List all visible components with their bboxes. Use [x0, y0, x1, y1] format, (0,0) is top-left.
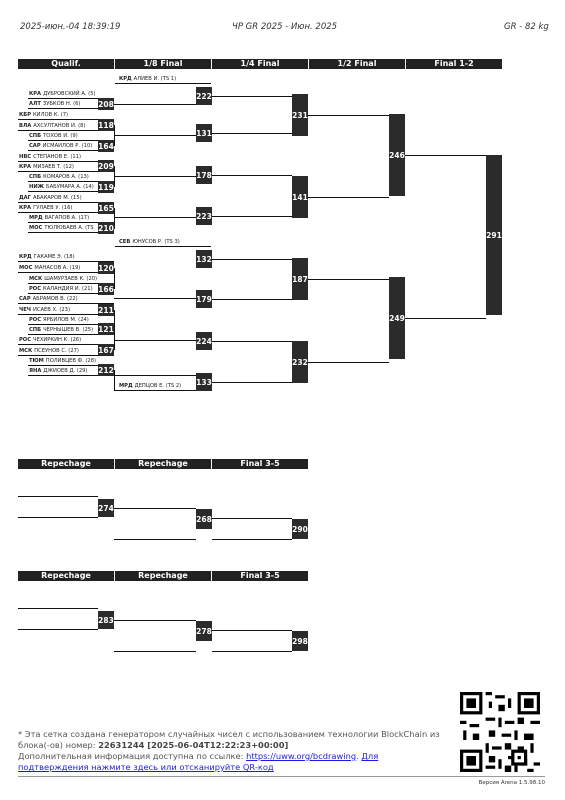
bracket-line — [308, 115, 389, 116]
athlete-region: ЧЕЧ — [19, 307, 31, 313]
bracket-line — [405, 318, 486, 319]
footer-line1: * Эта сетка создана генератором случайных чисел с использованием технологии BlockChain из блока(-ов) номер: — [18, 729, 440, 750]
bout-number: 165 — [98, 203, 114, 213]
bout-number: 141 — [292, 176, 308, 218]
athlete-name: МИЗАЕВ Т. (12) — [33, 164, 74, 170]
bracket-line — [212, 216, 292, 217]
repechage-bout-number: 278 — [196, 621, 212, 641]
bracket-line — [405, 155, 486, 156]
bracket-line — [308, 279, 389, 280]
athlete-region: КРА — [29, 91, 42, 97]
athlete-region: САР — [29, 143, 41, 149]
athlete-name: ДЕПЦОВ Е. (TS 2) — [134, 383, 182, 389]
bracket-line — [114, 298, 196, 299]
athlete-name: АХСУЛТАНОВ И. (8) — [33, 123, 86, 129]
bout-number: 167 — [98, 345, 114, 355]
athlete-name: ВАГАПОВ А. (17) — [44, 215, 90, 221]
athlete-entry — [29, 143, 92, 150]
footer-divider — [18, 776, 545, 777]
athlete-entry — [29, 133, 78, 140]
athlete-entry — [19, 337, 81, 344]
athlete-entry — [29, 225, 94, 232]
athlete-name: АБРАМОВ В. (22) — [32, 296, 78, 302]
footer-line2: Дополнительная информация доступна по ссылке: — [18, 751, 244, 761]
bracket-line — [114, 135, 196, 136]
athlete-region: СПБ — [29, 174, 42, 180]
bout-number: 249 — [389, 277, 405, 359]
athlete-region: РОС — [29, 286, 42, 292]
athlete-entry — [29, 368, 87, 375]
bracket-line — [308, 362, 389, 363]
athlete-region: КРД — [119, 76, 132, 82]
weight-category: GR - 82 kg — [504, 22, 549, 32]
athlete-region: МРД — [29, 215, 43, 221]
bracket-line — [212, 133, 292, 134]
timestamp: 2025-июн.-04 18:39:19 — [20, 22, 121, 32]
rep2-col-1: Repechage — [18, 571, 114, 581]
athlete-name: СТЕПАНОВ Е. (11) — [33, 154, 82, 160]
repechage-bout-number: 274 — [98, 499, 114, 517]
bout-number: 132 — [196, 250, 212, 268]
bout-number: 231 — [292, 94, 308, 136]
bout-number: 121 — [98, 324, 114, 334]
athlete-entry — [29, 327, 93, 334]
athlete-region: ВЛА — [19, 123, 32, 129]
repechage-line — [212, 630, 292, 631]
repechage-line — [18, 608, 98, 609]
version: Версия Arena 1.5.98.10 — [478, 780, 545, 786]
athlete-entry — [29, 91, 96, 98]
athlete-name: ГУЛАЕВ У. (16) — [33, 205, 73, 211]
bout-number: 210 — [98, 223, 114, 233]
final-3-5-bout-number: 290 — [292, 519, 308, 539]
athlete-name: ЯРБИЛОВ М. (24) — [43, 317, 89, 323]
rep1-col-1: Repechage — [18, 459, 114, 469]
bout-number: 212 — [98, 365, 114, 375]
athlete-entry — [29, 286, 93, 293]
athlete-entry — [29, 276, 97, 283]
athlete-entry — [29, 317, 89, 324]
athlete-entry — [19, 123, 86, 130]
bracket-line — [114, 375, 196, 376]
athlete-entry — [19, 348, 79, 355]
athlete-name: ТЮЛЮБАЕВ А. (TS — [44, 225, 94, 231]
athlete-name: КАЛАНДИЯ И. (21) — [43, 286, 93, 292]
bout-number: 131 — [196, 124, 212, 142]
bracket-line — [212, 341, 292, 342]
athlete-region: МСК — [29, 276, 43, 282]
athlete-entry — [19, 154, 81, 161]
col-1-2-final: 1/2 Final — [309, 59, 405, 69]
athlete-entry — [119, 76, 176, 83]
athlete-entry — [119, 383, 181, 390]
bout-number: 209 — [98, 161, 114, 171]
athlete-name: КИЛОВ К. (7) — [33, 112, 69, 118]
athlete-name: ТОХОВ И. (9) — [43, 133, 78, 139]
repechage-line — [18, 496, 98, 497]
repechage-line — [18, 629, 98, 630]
bout-number: 232 — [292, 341, 308, 383]
athlete-region: РОС — [29, 317, 42, 323]
bracket-line — [114, 104, 196, 105]
rep2-col-2: Repechage — [115, 571, 211, 581]
repechage-line — [212, 518, 292, 519]
athlete-region: МОС — [29, 225, 43, 231]
bracket-line — [115, 246, 211, 247]
athlete-name: ЮНУСОВ Р. (TS 3) — [132, 239, 180, 245]
athlete-region: СПБ — [29, 327, 42, 333]
athlete-name: ШАМУРЗАЕВ К. (20) — [44, 276, 98, 282]
bracket-line — [212, 175, 292, 176]
athlete-name: ЗУБКОВ Н. (6) — [42, 101, 81, 107]
bout-number: 224 — [196, 332, 212, 350]
athlete-region: КРА — [19, 205, 32, 211]
athlete-name: ДЖИОЕВ Д. (29) — [43, 368, 88, 374]
athlete-entry — [29, 101, 80, 108]
bout-number: 223 — [196, 207, 212, 225]
athlete-entry — [119, 239, 180, 246]
repechage-line — [212, 539, 292, 540]
athlete-name: ПОЛИВЦЕВ Ф. (28) — [45, 358, 97, 364]
bout-number: 208 — [98, 99, 114, 109]
rep1-col-2: Repechage — [115, 459, 211, 469]
bout-number: 178 — [196, 166, 212, 184]
bracket-line — [212, 259, 292, 260]
bracket-line — [212, 299, 292, 300]
bracket-line — [212, 382, 292, 383]
athlete-entry — [19, 205, 72, 212]
bout-number: 291 — [486, 155, 502, 315]
repechage-bout-number: 283 — [98, 611, 114, 629]
repechage-line — [18, 517, 98, 518]
athlete-name: АБАКАРОВ М. (15) — [32, 195, 82, 201]
athlete-entry — [29, 184, 94, 191]
bracket-line — [114, 217, 196, 218]
athlete-name: КОМАРОВ А. (13) — [43, 174, 89, 180]
repechage-line — [212, 651, 292, 652]
athlete-region: МОС — [19, 265, 33, 271]
athlete-entry — [19, 296, 78, 303]
athlete-region: АЛТ — [29, 101, 41, 107]
athlete-entry — [29, 358, 96, 365]
bracket-line — [114, 310, 115, 331]
athlete-region: МСК — [19, 348, 33, 354]
athlete-region: НИЖ — [29, 184, 45, 190]
bracket-line — [308, 197, 389, 198]
col-qualif: Qualif. — [18, 59, 114, 69]
bracket-line — [114, 208, 115, 229]
athlete-entry — [19, 195, 82, 202]
athlete-region: СПБ — [29, 133, 42, 139]
repechage-line — [114, 539, 196, 540]
athlete-entry — [19, 112, 68, 119]
athlete-name: ЧЕХИРКИН К. (26) — [33, 337, 82, 343]
athlete-name: ПСЕУНОВ С. (27) — [34, 348, 79, 354]
athlete-region: НВС — [19, 154, 32, 160]
repechage-bout-number: 268 — [196, 509, 212, 529]
bracket-line — [212, 96, 292, 97]
athlete-region: САР — [19, 296, 31, 302]
rep2-col-3: Final 3-5 — [212, 571, 308, 581]
repechage-line — [114, 620, 196, 621]
footer-note: * Эта сетка создана генератором случайных чисел с использованием технологии BlockChain из блока(-ов) номер: 22631244 [2025-06-04T12:22:23+00:00] Дополнительная информация доступна по ссылке: https://uww.org/bcdrawing. Для подтверждения нажмите здесь или отсканируйте QR-код — [18, 729, 440, 772]
athlete-region: СЕВ — [119, 239, 131, 245]
athlete-entry — [19, 164, 74, 171]
athlete-entry — [19, 254, 75, 261]
athlete-name: МАНАСОВ А. (19) — [34, 265, 81, 271]
athlete-entry — [19, 307, 70, 314]
bracket-line — [114, 370, 115, 391]
event-title: ЧР GR 2025 - Июн. 2025 — [232, 22, 338, 32]
bout-number: 120 — [98, 263, 114, 273]
bracket-line — [115, 83, 211, 84]
bracket-line — [114, 176, 196, 177]
bracket-line — [114, 268, 115, 289]
bout-number: 133 — [196, 373, 212, 391]
bout-number: 164 — [98, 141, 114, 151]
athlete-region: КРА — [19, 164, 32, 170]
final-3-5-bout-number: 298 — [292, 631, 308, 651]
athlete-entry — [29, 174, 89, 181]
bout-number: 118 — [98, 120, 114, 130]
bout-number: 179 — [196, 290, 212, 308]
athlete-region: ТЮМ — [29, 358, 44, 364]
repechage-line — [114, 508, 196, 509]
athlete-region: ДАГ — [19, 195, 31, 201]
repechage-line — [114, 651, 196, 652]
bout-number: 166 — [98, 284, 114, 294]
bracket-line — [114, 340, 196, 341]
athlete-region: РОС — [19, 337, 32, 343]
bout-number: 222 — [196, 87, 212, 105]
athlete-name: ИСМАИЛОВ Р. (10) — [42, 143, 93, 149]
bout-number: 187 — [292, 258, 308, 300]
athlete-region: ЯНА — [29, 368, 42, 374]
athlete-name: БАБУМАРА А. (14) — [46, 184, 94, 190]
athlete-entry — [29, 215, 89, 222]
athlete-name: АЛИЕВ И. (TS 1) — [133, 76, 177, 82]
col-final-1-2: Final 1-2 — [406, 59, 502, 69]
qr-code-icon[interactable] — [460, 692, 540, 772]
athlete-region: КРД — [19, 254, 32, 260]
confirm-link[interactable]: Для подтверждения нажмите здесь или отсканируйте QR-код — [18, 751, 379, 772]
col-1-8-final: 1/8 Final — [115, 59, 211, 69]
bout-number: 246 — [389, 114, 405, 196]
bout-number: 119 — [98, 182, 114, 192]
athlete-name: ДУБРОВСКИЙ А. (5) — [43, 91, 96, 97]
athlete-name: ГАКАМЕ Э. (18) — [33, 254, 75, 260]
bcdrawing-link[interactable]: https://uww.org/bcdrawing — [246, 751, 357, 761]
athlete-region: МРД — [119, 383, 133, 389]
athlete-region: КБР — [19, 112, 31, 118]
col-1-4-final: 1/4 Final — [212, 59, 308, 69]
footer-block: 22631244 [2025-06-04T12:22:23+00:00] — [98, 740, 289, 750]
athlete-entry — [19, 265, 80, 272]
bout-number: 211 — [98, 305, 114, 315]
athlete-name: ИСАЕВ Х. (23) — [32, 307, 70, 313]
rep1-col-3: Final 3-5 — [212, 459, 308, 469]
athlete-name: ЧЕРНЫШЕВ В. (25) — [43, 327, 94, 333]
